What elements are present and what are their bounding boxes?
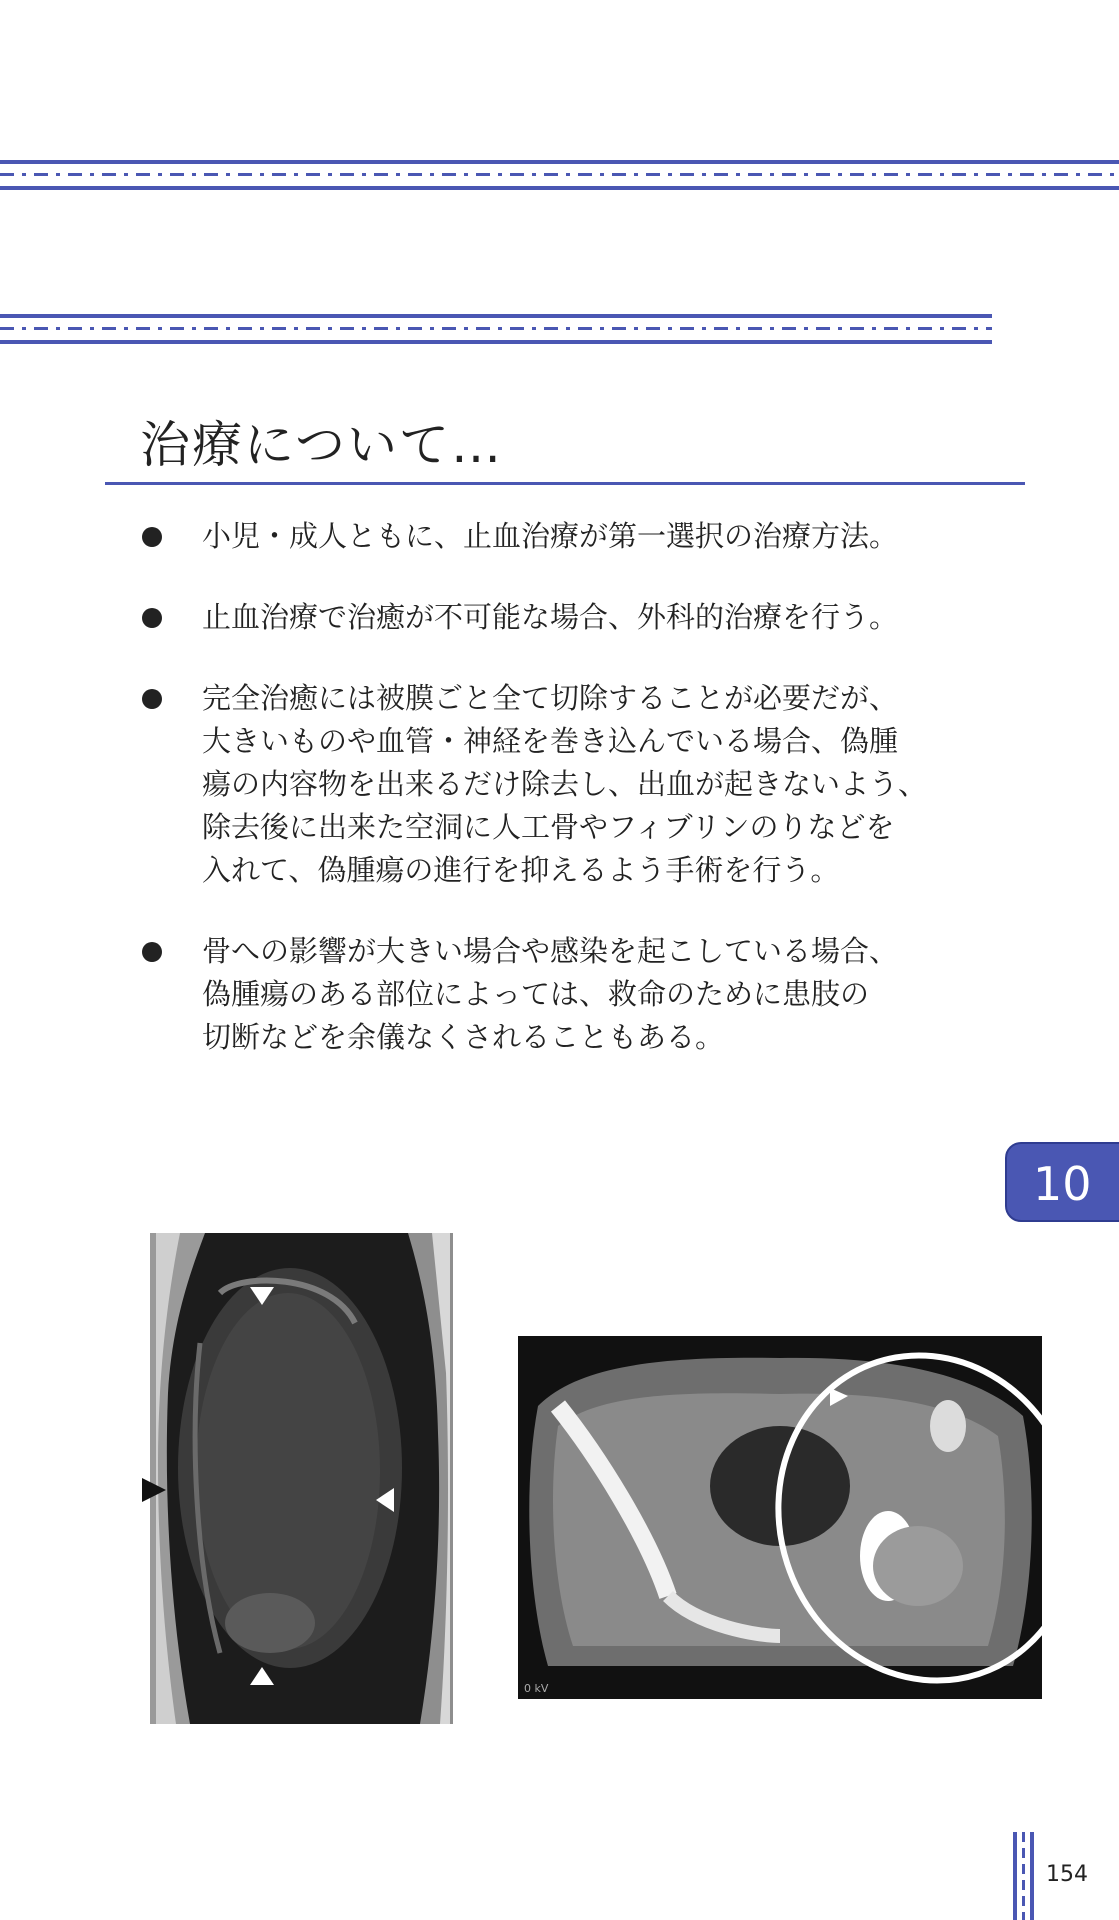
ct-image	[518, 1336, 1042, 1699]
ct-corner-label: 0 kV	[524, 1682, 549, 1695]
page-number-bars	[1013, 1832, 1037, 1920]
bullet-list	[140, 515, 1040, 1097]
bullet-dot-icon	[142, 527, 162, 547]
second-decorative-band	[0, 314, 992, 344]
top-decorative-band	[0, 160, 1119, 190]
bullet-item	[140, 930, 1040, 1059]
bullet-dot-icon	[142, 608, 162, 628]
page-title: 治療について…	[140, 416, 503, 474]
left-arrowhead-icon	[140, 1475, 170, 1505]
bullet-text: 止血治療で治癒が不可能な場合、外科的治療を行う。	[202, 600, 899, 634]
bullet-text: 骨への影響が大きい場合や感染を起こしている場合、 偽腫瘍のある部位によっては、救命のために患肢の 切断などを余儀なくされることもある。	[202, 934, 899, 1054]
mri-image	[150, 1233, 453, 1724]
chapter-tab: 10	[1005, 1142, 1119, 1222]
title-underline	[105, 482, 1025, 485]
bullet-text: 完全治癒には被膜ごと全て切除することが必要だが、 大きいものや血管・神経を巻き込んでいる場合、偽腫 瘍の内容物を出来るだけ除去し、出血が起きないよう、 除去後に出来た空洞に人工骨やフィブリンのりなどを 入れて、偽腫瘍の進行を抑えるよう手術を行う。	[202, 681, 928, 887]
bullet-text: 小児・成人ともに、止血治療が第一選択の治療方法。	[202, 519, 899, 553]
page-number: 154	[1046, 1862, 1088, 1887]
bullet-item	[140, 596, 1040, 639]
bullet-item	[140, 677, 1040, 892]
bullet-dot-icon	[142, 942, 162, 962]
bullet-item	[140, 515, 1040, 558]
bullet-dot-icon	[142, 689, 162, 709]
